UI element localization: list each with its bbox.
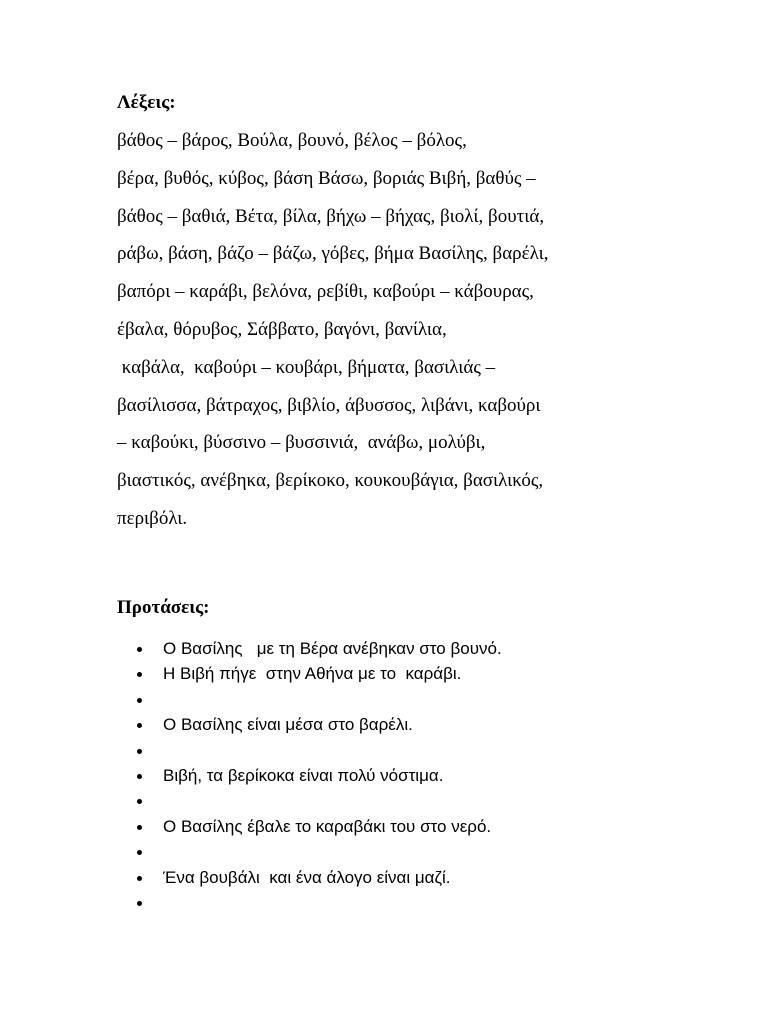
list-item (137, 814, 502, 839)
bullet-icon (137, 749, 142, 754)
words-heading: Λέξεις: (117, 92, 176, 113)
list-item (137, 661, 502, 686)
bullet-icon (137, 876, 142, 881)
list-item (137, 738, 502, 763)
word-line: βάθος – βάρος, Βούλα, βουνό, βέλος – βόλος, (117, 130, 467, 151)
word-line: βασίλισσα, βάτραχος, βιβλίο, άβυσσος, λιβάνι, καβούρι (117, 394, 541, 416)
word-line: έβαλα, θόρυβος, Σάββατο, βαγόνι, βανίλια, (117, 318, 447, 340)
bullet-icon (137, 799, 142, 804)
word-line: – καβούκι, βύσσινο – βυσσινιά, ανάβω, μολύβι, (117, 432, 486, 454)
list-item (137, 890, 502, 915)
sentence-text: Ο Βασίλης έβαλε το καραβάκι του στο νερό. (163, 816, 492, 836)
sentence-text: Ο Βασίλης είναι μέσα στο βαρέλι. (163, 715, 413, 735)
bullet-icon (137, 850, 142, 855)
list-item (137, 687, 502, 712)
bullet-icon (137, 723, 142, 728)
words-paragraph (117, 127, 677, 543)
bullet-icon (137, 774, 142, 779)
list-item (137, 865, 502, 890)
sentences-heading: Προτάσεις: (117, 597, 210, 618)
word-line: βαπόρι – καράβι, βελόνα, ρεβίθι, καβούρι – κάβουρας, (117, 281, 534, 303)
bullet-icon (137, 825, 142, 830)
word-line: βέρα, βυθός, κύβος, βάση Βάσω, βοριάς Βιβή, βαθύς – (117, 167, 536, 189)
word-line: περιβόλι. (117, 507, 188, 529)
sentence-text: Η Βιβή πήγε στην Αθήνα με το καράβι. (163, 664, 462, 684)
list-item (137, 763, 502, 788)
list-item (137, 636, 502, 661)
word-line: καβάλα, καβούρι – κουβάρι, βήματα, βασιλιάς – (117, 356, 496, 378)
sentence-text: Ο Βασίλης με τη Βέρα ανέβηκαν στο βουνό. (163, 639, 502, 658)
sentence-text: Βιβή, τα βερίκοκα είναι πολύ νόστιμα. (163, 765, 444, 785)
bullet-icon (137, 672, 142, 677)
word-line: ράβω, βάση, βάζο – βάζω, γόβες, βήμα Βασίλης, βαρέλι, (117, 243, 549, 265)
word-line: βιαστικός, ανέβηκα, βερίκοκο, κουκουβάγια, βασιλικός, (117, 470, 544, 492)
list-item (137, 839, 502, 864)
bullet-icon (137, 647, 142, 652)
list-item (137, 788, 502, 813)
bullet-icon (137, 698, 142, 703)
list-item (137, 712, 502, 737)
sentences-list (137, 636, 502, 915)
sentence-text: Ένα βουβάλι και ένα άλογο είναι μαζί. (163, 867, 451, 887)
word-line: βάθος – βαθιά, Βέτα, βίλα, βήχω – βήχας, βιολί, βουτιά, (117, 205, 545, 227)
bullet-icon (137, 901, 142, 906)
